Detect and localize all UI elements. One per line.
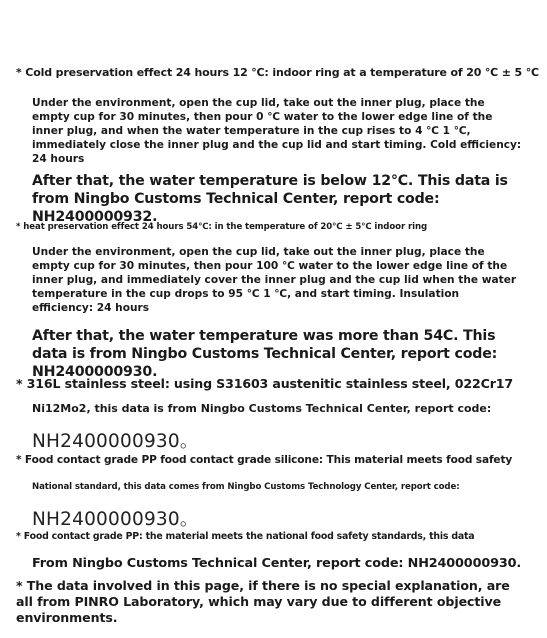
stainless-steel-report-code: NH2400000930。 (32, 431, 199, 452)
cold-preservation-body: Under the environment, open the cup lid, take out the inner plug, place the empty cup for 30 minutes, then pour 0 ℃ water to the lower edge line of the inner plug, and when the water temperature in the cup rises to 4 ℃ 1 ℃, immediately close the inner plug and the cup lid and start timing. Cold efficiency: 24 hours (32, 97, 522, 165)
cold-preservation-heading: * Cold preservation effect 24 hours 12 ℃: indoor ring at a temperature of 20 ℃ ± 5 ℃ (16, 66, 539, 79)
food-grade-pp-heading: * Food contact grade PP: the material meets the national food safety standards, this data (16, 531, 475, 542)
heat-preservation-result: After that, the water temperature was more than 54C. This data is from Ningbo Customs Technical Center, report code: NH2400000930. (32, 328, 498, 380)
stainless-steel-body: Ni12Mo2, this data is from Ningbo Customs Technical Center, report code: (32, 402, 492, 415)
page-footnote: * The data involved in this page, if there is no special explanation, are all from PINRO Laboratory, which may vary due to different objective environments. (16, 578, 510, 625)
food-grade-pp-silicone-heading: * Food contact grade PP food contact grade silicone: This material meets food safety (16, 454, 513, 466)
heat-preservation-heading: * heat preservation effect 24 hours 54℃: in the temperature of 20℃ ± 5℃ indoor ring (16, 222, 428, 232)
food-grade-pp-body: From Ningbo Customs Technical Center, report code: NH2400000930. (32, 556, 522, 571)
stainless-steel-heading: * 316L stainless steel: using S31603 austenitic stainless steel, 022Cr17 (16, 376, 514, 391)
food-grade-pp-silicone-body: National standard, this data comes from Ningbo Customs Technology Center, report code: (32, 482, 460, 492)
food-grade-pp-silicone-report-code: NH2400000930。 (32, 509, 199, 530)
cold-preservation-result: After that, the water temperature is below 12℃. This data is from Ningbo Customs Technical Center, report code: NH2400000932. (32, 173, 508, 225)
heat-preservation-body: Under the environment, open the cup lid, take out the inner plug, place the empty cup for 30 minutes, then pour 100 ℃ water to the lower edge line of the inner plug, and immediately cover the inner plug and the cup lid when the water temperature in the cup drops to 95 ℃ 1 ℃, and start timing. Insulation efficiency: 24 hours (32, 246, 517, 314)
